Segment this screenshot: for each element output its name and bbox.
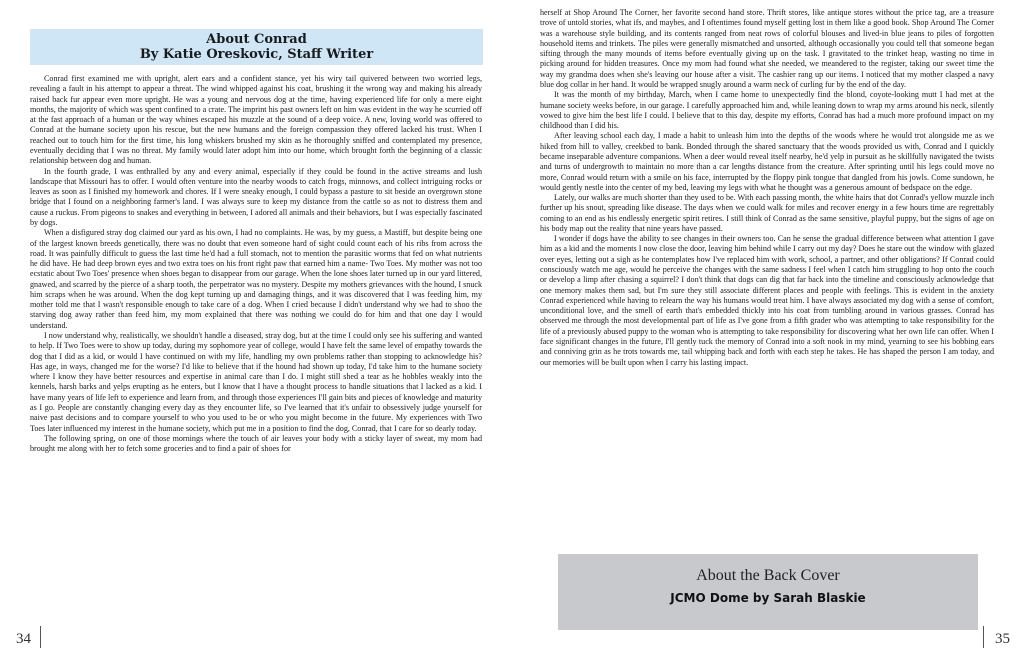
page-number-right: 35: [995, 631, 1010, 647]
back-cover-heading: About the Back Cover: [696, 567, 840, 584]
paragraph: The following spring, on one of those mornings where the touch of air leaves your body with a sticky layer of sweat, my mom had brought me along with her to fetch some groceries and to find a pair of shoes for: [30, 433, 482, 454]
paragraph: In the fourth grade, I was enthralled by any and every animal, especially if they could be found in the active streams and lush landscape that Missouri has to offer. I would often venture into the nearby woods to catch frogs, minnows, and collect intriguing rocks or leaves as soon as I finished my homework and chores. If I were sneaky enough, I could bypass a pasture to sit beside an overgrown stone bridge that I found on a neighboring farmer's land. I was always sure to keep my distance from the cattle so as not to distress them and cause a ruckus. From pigeons to snakes and everything in between, I adored all animals and their behaviors, but I was especially fascinated by dogs.: [30, 166, 482, 227]
page-number-divider-right: [983, 626, 984, 648]
article-title-box: [30, 29, 483, 65]
paragraph: It was the month of my birthday, March, when I came home to unexpectedly find the blond, coyote-looking mutt I had met at the humane society weeks before, in our garage. I carefully approached him and, while leaning down to wrap my arms around his neck, silently vowed to give him the best life I could. I believe that to this day, despite my efforts, Conrad has had a much more profound impact on my childhood than I did his.: [540, 90, 994, 131]
back-cover-subtitle: JCMO Dome by Sarah Blaskie: [670, 591, 866, 605]
page-number-divider-left: [40, 626, 41, 648]
right-column-text: [540, 8, 994, 546]
paragraph: I wonder if dogs have the ability to see changes in their owners too. Can he sense the gradual difference between what attention I gave him as a kid and the moments I now close the door, leaving him behind while I carry out my day? Does he stare out the window with glazed over eyes, letting out a sigh as he contemplates how I've replaced him with work, school, a partner, and other obligations? If Conrad could consciously watch me age, would he perceive the changes with the same sadness I feel when I catch him struggling to hop onto the couch or develop a limp after chasing a squirrel? I don't think that dogs can dig that far back into the timeline and consciously acknowledge that one memory makes them sad, but I'm sure they still associate different places and people with feelings. This is evident in the anxiety Conrad experienced while having to relearn the way his humans would treat him. I have always associated my dog with a sense of comfort, unconditional love, and the smell of earth that's embedded thickly into his coat from tumbling around in various grasses. Conrad has observed me through the most developmental part of life as I've gone from a fifth grader who was attempting to take responsibility for the life of a previously abused puppy to the woman who is attempting to take responsibility for discovering what her own life can offer. When I face significant changes in the future, I'll gently tuck the memory of Conrad into a soft nook in my mind, yearning to see his bobbing ears and conniving grin as he trots towards me, tail whipping back and forth with each step he takes. He has shaped the person I am today, and our memories will be built upon when I carry his lasting impact.: [540, 234, 994, 367]
left-column-text: [30, 74, 482, 619]
paragraph: Lately, our walks are much shorter than they used to be. With each passing month, the white hairs that dot Conrad's yellow muzzle inch further up his snout, spreading like disease. The days when we could walk for miles and recover energy in a few hours time are regrettably coming to an end as his endlessly energetic spirit retires. I still think of Conrad as the same sensitive, playful puppy, but the signs of age on his body map out the reality that nine years have passed.: [540, 193, 994, 233]
page-number-left: 34: [16, 631, 31, 647]
paragraph: Conrad first examined me with upright, alert ears and a confident stance, yet his wiry tail quivered between two worried legs, revealing a fault in his attempt to appear a threat. The wind whipped against his coat, brushing it the wrong way and making his already raised back fur appear even more upright. He was a young and nervous dog at the time, having experienced life for only a mere eight months, the majority of which was spent confined to a crate. The imprint his past owners left on him was evident in the way he scurried off at the fast approach of a human or the way whines escaped his muzzle at the sound of a deep voice. A new, loving world was offered to Conrad at the humane society upon his rescue, but the new humans and the foreign compassion they offered lacked his trust. When I reached out to touch him for the first time, his long whiskers brushed my skin as he thoroughly sniffed and contemplated my presence, eventually deciding that I was no threat. My family would later adopt him into our home, which brought forth the beginning of a classic relationship between dog and human.: [30, 74, 482, 166]
article-byline: By Katie Oreskovic, Staff Writer: [139, 47, 374, 62]
back-cover-box: [558, 554, 978, 630]
paragraph: herself at Shop Around The Corner, her favorite second hand store. Thrift stores, like antique stores without the price tag, are a treasure trove of untold stories, what ifs, and maybes, and I oftentimes found myself getting lost in them like a good book. Shop Around The Corner was a warehouse style building, and its contents ranged from neat rows of colorful blouses and lived-in blue jeans to piles of forgotten household items and trinkets. The piles were generally mismatched and unsorted, although occasionally you could tell that someone began sifting through the many mounds of items before eventually giving up on the task. I gravitated to the trinket heap, wasting no time in picking around for hidden treasures. Once my mom had found what she needed, we meandered to the register, taking our sweet time the way my grandma does when she's leaving our house after a visit. The cashier rang up our items. I noticed that my mother clasped a navy blue dog collar in her hand. It would be wrapped snugly around a warm neck of curling fur by the end of the day.: [540, 8, 994, 89]
paragraph: After leaving school each day, I made a habit to unleash him into the depths of the woods where he would trot alongside me as we hiked from hill to valley, creekbed to bank. Bonded through the shared sanctuary that the woods provided us with, Conrad and I quickly became inseparable adventure companions. When a deer would reveal itself nearby, he'd yelp in pursuit as he skillfully navigated the twists and turns of undergrowth to maintain no more than a car lengths distance from the creature. After sprinting until his legs could move no more, Conrad would return with a smile on his face, interrupted by the floppy pink tongue that dangled from his jowls. Come sundown, he would gently nestle into the center of my bed, leaving my legs with what he thought was a generous amount of bedspace on the edge.: [540, 131, 994, 192]
paragraph: When a disfigured stray dog claimed our yard as his own, I had no complaints. He was, by my guess, a Mastiff, but despite being one of the largest known breeds genetically, there was no doubt that even someone hard of sight could count each of his ribs from across the road. It was painfully difficult to guess the last time he'd had a full stomach, not to mention the parasitic worms that fed on what nutrients he did have. He had deep brown eyes and two extra toes on his front right paw that earned him a name- Two Toes. My mother was not too ecstatic about Two Toes' presence when shoes began to disappear from our garage. When the lone shoes later turned up in our yard littered, gnawed, and scarred by the pierce of a sharp tooth, the perpetrator was no mystery. Despite my mothers grievances with the hound, I snuck him scraps when he was around. When the dog kept turning up and damaging things, and it was discovered that I was feeding him, my mother told me that I wasn't responsible enough to take care of a dog. When I cried because I didn't understand why we had to shoo the starving dog away rather than feed him, my mom explained that there was nothing we could do for him and that one day I would understand.: [30, 228, 482, 330]
paragraph: I now understand why, realistically, we shouldn't handle a diseased, stray dog, but at the time I could only see his suffering and wanted to help. If Two Toes were to show up today, during my sophomore year of college, would I have felt the same level of empathy towards the dog that I did as a kid, or would I have continued on with my life, handling my own problems rather than stopping to acknowledge his? Has age, in ways, changed me for the worse? I'd like to believe that if the hound had shown up today, I'd take him to the humane society where I know they have better resources and expertise in animal care than I do. I might still shed a tear as he hobbles weakly into the kennels, harsh barks and yelps erupting as he enters, but I know that I have a thought process to handle situations that I lacked as a kid. I have many years of life left to experience and learn from, and through those experiences I'll gain bits and pieces of knowledge and maturity as I go. People are constantly changing every day as they encounter life, so I've learned that it's unfair to obsessively judge yourself for naive past decisions and to compare yourself to who you used to be or who you might become in the future. My experiences with Two Toes later influenced my interest in the humane society, which put me in a position to find the dog, Conrad, that I care for so dearly today.: [30, 331, 482, 433]
article-title: About Conrad: [206, 32, 307, 47]
